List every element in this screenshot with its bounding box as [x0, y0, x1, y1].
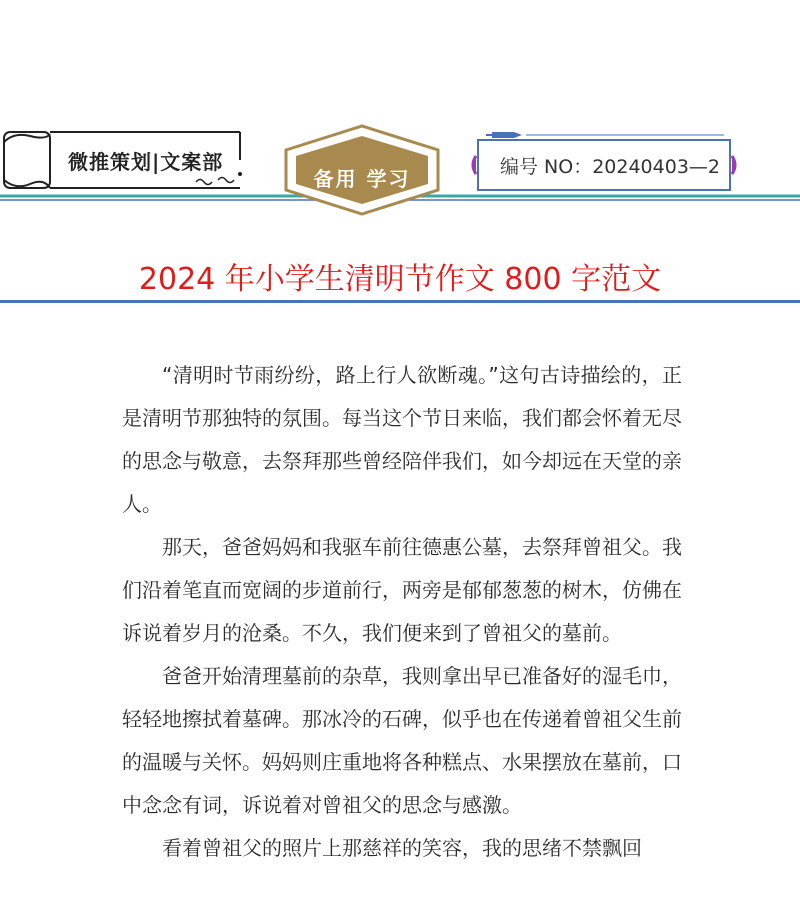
- essay-body: [122, 354, 682, 870]
- document-number: 编号 NO：20240403—2: [500, 156, 721, 178]
- paragraph: 看着曾祖父的照片上那慈祥的笑容，我的思绪不禁飘回: [162, 836, 642, 860]
- paragraph: 那天，爸爸妈妈和我驱车前往德惠公墓，去祭拜曾祖父。我们沿着笔直而宽阔的步道前行，两旁是郁郁葱葱的树木，仿佛在诉说着岁月的沧桑。不久，我们便来到了曾祖父的墓前。: [122, 535, 682, 645]
- paragraph: 爸爸开始清理墓前的杂草，我则拿出早已准备好的湿毛巾，轻轻地擦拭着墓碑。那冰冷的石碑，似乎也在传递着曾祖父生前的温暖与关怀。妈妈则庄重地将各种糕点、水果摆放在墓前，口中念念有词，诉说着对曾祖父的思念与感激。: [122, 664, 682, 817]
- pen-icon: [486, 132, 522, 138]
- page-title: 2024 年小学生清明节作文 800 字范文: [138, 262, 662, 297]
- paragraph: “清明时节雨纷纷，路上行人欲断魂。”这句古诗描绘的，正是清明节那独特的氛围。每当这个节日来临，我们都会怀着无尽的思念与敬意，去祭拜那些曾经陪伴我们，如今却远在天堂的亲人。: [122, 363, 682, 516]
- badge-label: 备用 学习: [313, 167, 411, 191]
- title-divider: [0, 300, 800, 303]
- department-label: 微推策划|文案部: [68, 150, 224, 174]
